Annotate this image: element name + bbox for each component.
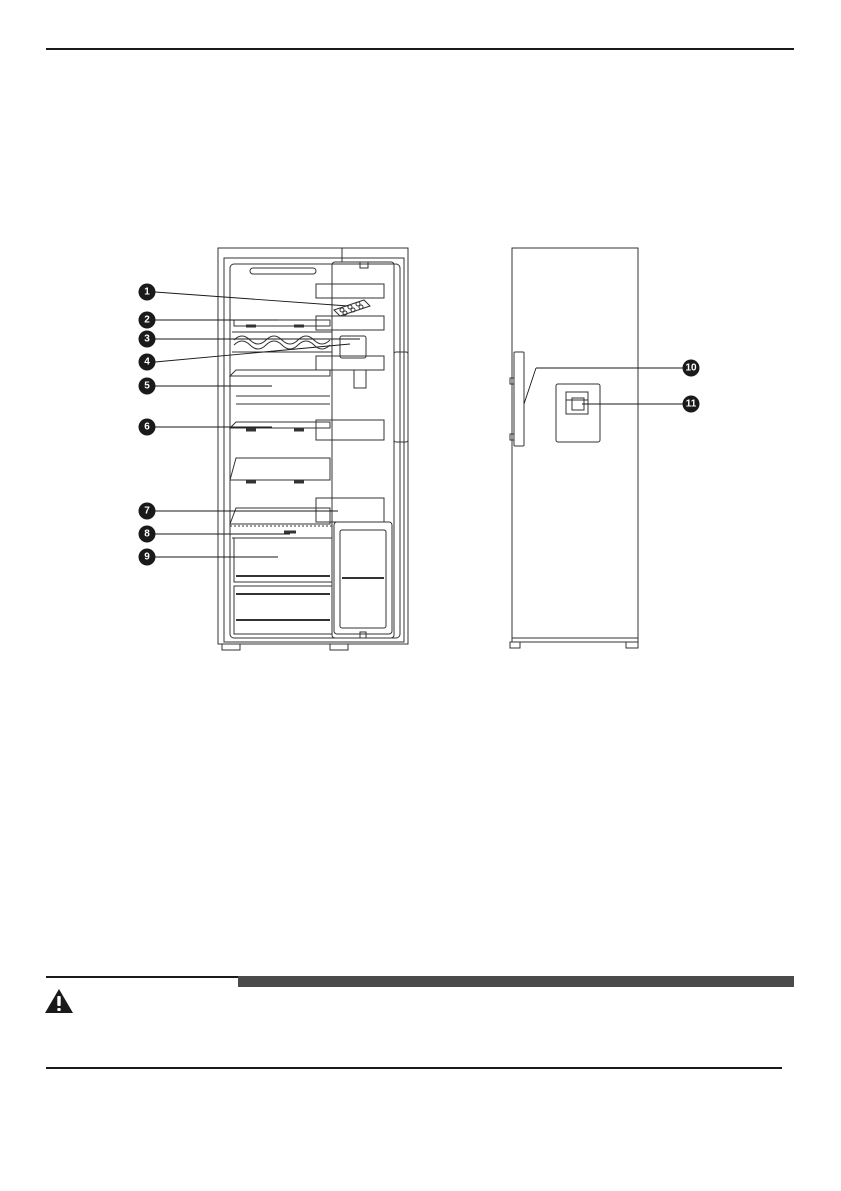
svg-text:10: 10 bbox=[685, 362, 697, 374]
svg-text:4: 4 bbox=[144, 356, 150, 368]
warning-header-bar bbox=[238, 976, 794, 987]
callout-10 bbox=[683, 360, 700, 377]
open-refrigerator-illustration bbox=[218, 248, 408, 650]
callout-8 bbox=[139, 526, 156, 543]
svg-text:3: 3 bbox=[144, 333, 150, 345]
callout-1 bbox=[139, 284, 156, 301]
egg-tray bbox=[334, 300, 370, 316]
wine-rack bbox=[232, 332, 332, 352]
bottom-rule bbox=[46, 1067, 782, 1069]
closed-refrigerator-illustration bbox=[510, 248, 638, 648]
callout-7 bbox=[139, 503, 156, 520]
svg-text:1: 1 bbox=[144, 286, 150, 298]
callout-2 bbox=[139, 312, 156, 329]
warning-triangle-icon bbox=[44, 988, 74, 1014]
callout-9 bbox=[139, 549, 156, 566]
callout-3 bbox=[139, 331, 156, 348]
svg-text:5: 5 bbox=[144, 380, 150, 392]
right-leader-lines bbox=[524, 368, 690, 404]
water-dispenser bbox=[556, 384, 600, 442]
svg-text:11: 11 bbox=[685, 398, 697, 410]
svg-text:2: 2 bbox=[144, 314, 150, 326]
svg-text:8: 8 bbox=[144, 528, 150, 540]
callout-4 bbox=[139, 354, 156, 371]
callout-5 bbox=[139, 378, 156, 395]
svg-text:6: 6 bbox=[144, 421, 150, 433]
svg-text:7: 7 bbox=[144, 505, 150, 517]
svg-text:9: 9 bbox=[144, 551, 150, 563]
callout-6 bbox=[139, 419, 156, 436]
callout-11 bbox=[683, 396, 700, 413]
warning-header-rule bbox=[46, 976, 238, 978]
